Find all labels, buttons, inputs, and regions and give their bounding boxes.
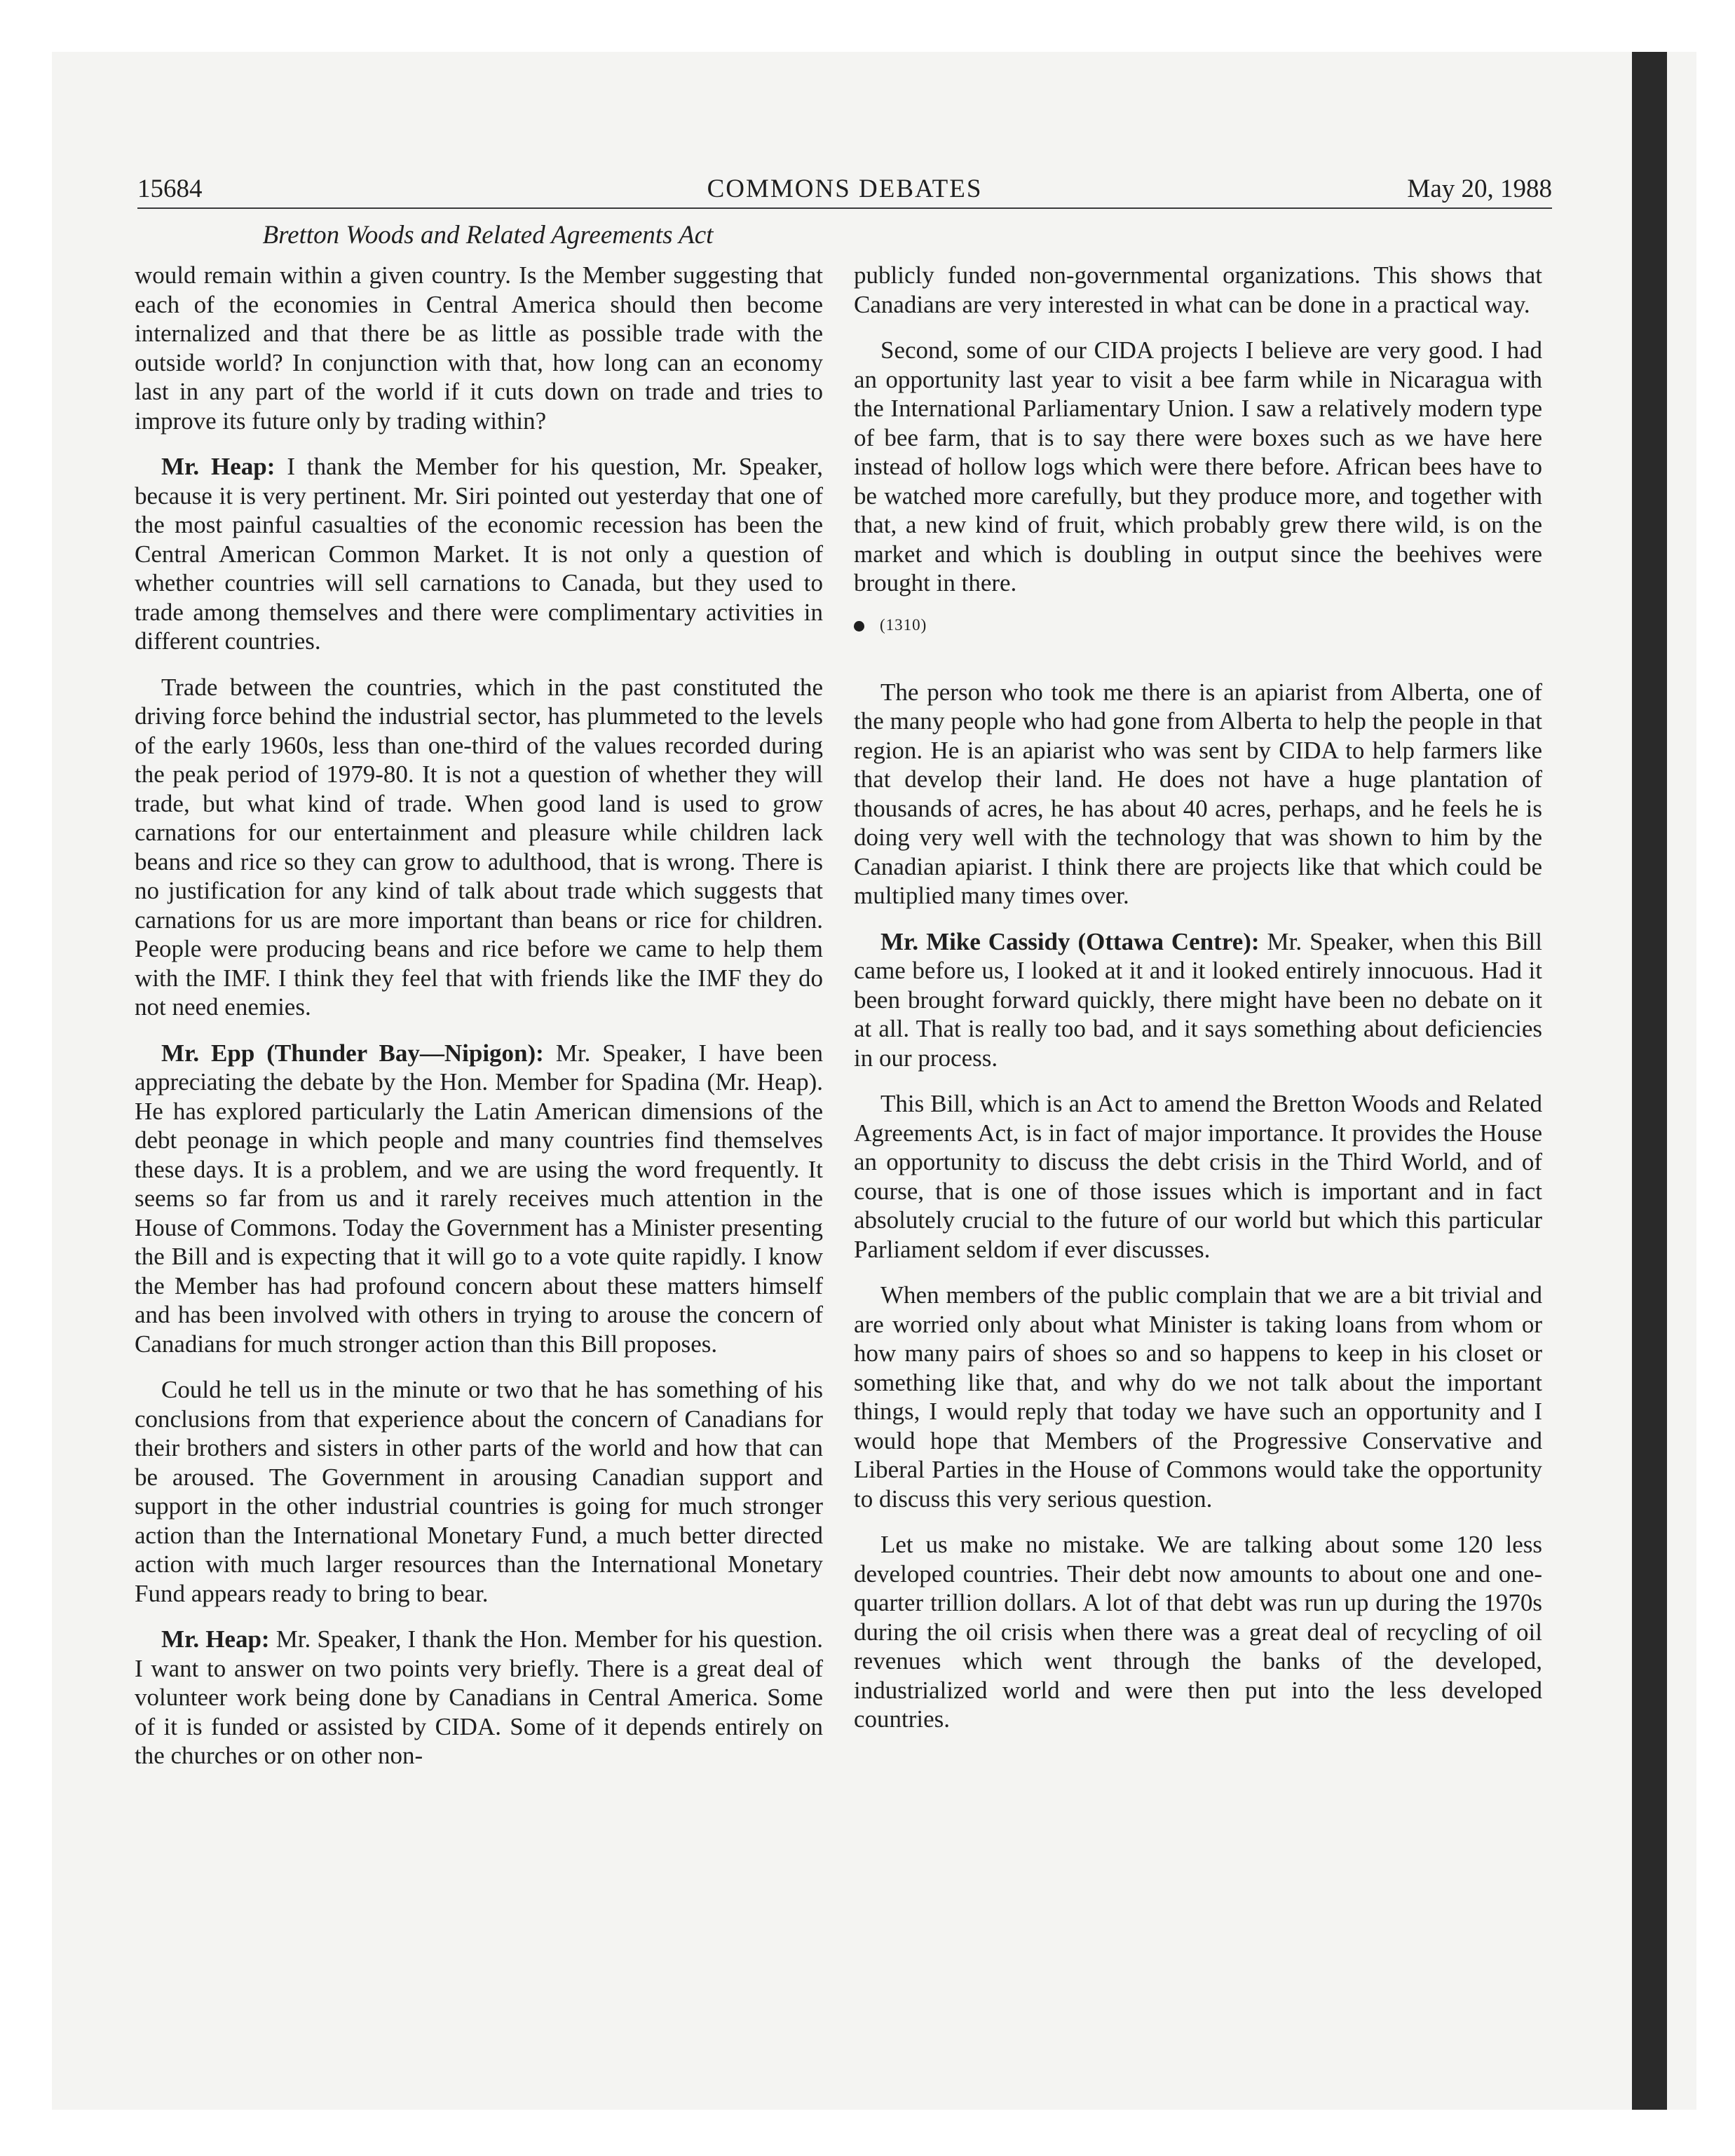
publication-title: COMMONS DEBATES [707,175,983,203]
running-title: Bretton Woods and Related Agreements Act [262,221,714,250]
paragraph-text: I thank the Member for his question, Mr. Speaker, because it is very pertinent. Mr. Siri pointed out yesterday that one of the most painful casualties of the economic recession has been the Central American Common Market. It is not only a question of whether countries will sell carnations to Canada, but they used to trade among themselves and there were complimentary activities in different countries. [135,453,823,655]
right-column [854,261,1542,1751]
speaker-name: Mr. Heap: [161,1625,270,1653]
paragraph: Trade between the countries, which in the past constituted the driving force behind the industrial sector, has plummeted to the levels of the early 1960s, less than one-third of the values recorded during the peak period of 1979-80. It is not a question of whether they will trade, but what kind of trade. When good land is used to grow carnations for our entertainment and pleasure while children lack beans and rice so they can grow to adulthood, that is wrong. There is no justification for any kind of talk about trade which suggests that carnations for us are more important than beans or rice for children. People were producing beans and rice before we came to help them with the IMF. I think they feel that with friends like the IMF they do not need enemies. [135,673,823,1021]
bullet-icon [854,621,864,632]
paragraph: Could he tell us in the minute or two that he has something of his conclusions from that experience about the concern of Canadians for their brothers and sisters in other parts of the world and how that can be aroused. The Government in arousing Canadian support and support in the other industrial countries is going for much stronger action than the International Monetary Fund, a much better directed action with much larger resources than the International Monetary Fund appears ready to bring to bear. [135,1376,823,1607]
paragraph: The person who took me there is an apiarist from Alberta, one of the many people who had gone from Alberta to help the people in that region. He is an apiarist who was sent by CIDA to help farmers like that develop their land. He does not have a huge plantation of thousands of acres, he has about 40 acres, perhaps, and he feels he is doing very well with the technology that was shown to him by the Canadian apiarist. I think there are projects like that which could be multiplied many times over. [854,678,1542,909]
paragraph-text: Mr. Speaker, I have been appreciating the debate by the Hon. Member for Spadina (Mr. Heap). He has explored particularly the Latin American dimensions of the debt peonage in which people and many countries find themselves these days. It is a problem, and we are using the word frequently. It seems so far from us and it rarely receives much attention in the House of Commons. Today the Government has a Minister presenting the Bill and is expecting that it will go to a vote quite rapidly. I know the Member has had profound concern about these matters himself and has been involved with others in trying to arouse the concern of Canadians for much stronger action than this Bill proposes. [135,1039,823,1358]
paragraph: Let us make no mistake. We are talking about some 120 less developed countries. Their debt now amounts to about one and one-quarter trillion dollars. A lot of that debt was run up during the 1970s during the oil crisis when there was a great deal of recycling of oil revenues which went through the banks of the developed, industrialized world and were then put into the less developed countries. [854,1531,1542,1733]
speaker-name: Mr. Heap: [161,453,275,480]
paragraph-text: Mr. Speaker, when this Bill came before us, I looked at it and it looked entirely innocuous. Had it been brought forward quickly, there might have been no debate on it at all. That is really too bad, and it says something about deficiencies in our process. [854,927,1542,1072]
paragraph [854,927,1542,1073]
paragraph [135,1039,823,1359]
page-header [137,171,1552,209]
speaker-name: Mr. Mike Cassidy (Ottawa Centre): [880,927,1260,955]
page-date: May 20, 1988 [1407,175,1552,203]
paragraph: When members of the public complain that we are a bit trivial and are worried only about what Minister is taking loans from whom or how many pairs of shoes so and so happens to keep in his closet or something like that, and why do we not talk about the important things, I would reply that today we have such an opportunity and I would hope that Members of the Progressive Conservative and Liberal Parties in the House of Commons would take the opportunity to discuss this very serious question. [854,1281,1542,1513]
paragraph [135,452,823,656]
time-marker-label: (1310) [880,615,927,634]
paragraph [135,1625,823,1770]
speaker-name: Mr. Epp (Thunder Bay—Nipigon): [161,1039,544,1067]
paragraph: would remain within a given country. Is the Member suggesting that each of the economies in Central America should then become internalized and that there be as little as possible trade with the outside world? In conjunction with that, how long can an economy last in any part of the world if it cuts down on trade and tries to improve its future only by trading within? [135,261,823,435]
scan-edge-shadow [1632,52,1667,2110]
page-number: 15684 [137,175,203,203]
paragraph: Second, some of our CIDA projects I believe are very good. I had an opportunity last year to visit a bee farm while in Nicaragua with the International Parliamentary Union. I saw a relatively modern type of bee farm, that is to say there were boxes such as we have here instead of hollow logs which were there before. African bees have to be watched more carefully, but they produce more, and together with that, a new kind of fruit, which probably grew there wild, is on the market and which is doubling in output since the beehives were brought in there. [854,336,1542,596]
time-marker [854,615,1542,636]
paragraph: publicly funded non-governmental organizations. This shows that Canadians are very interested in what can be done in a practical way. [854,261,1542,318]
paragraph-text: Mr. Speaker, I thank the Hon. Member for his question. I want to answer on two points very briefly. There is a great deal of volunteer work being done by Canadians in Central America. Some of it is funded or assisted by CIDA. Some of it depends entirely on the churches or on other non- [135,1625,823,1769]
left-column [135,261,823,1787]
paragraph: This Bill, which is an Act to amend the Bretton Woods and Related Agreements Act, is in fact of major importance. It provides the House an opportunity to discuss the debt crisis in the Third World, and of course, that is one of those issues which is important and in fact absolutely crucial to the future of our world but which this particular Parliament seldom if ever discusses. [854,1090,1542,1263]
